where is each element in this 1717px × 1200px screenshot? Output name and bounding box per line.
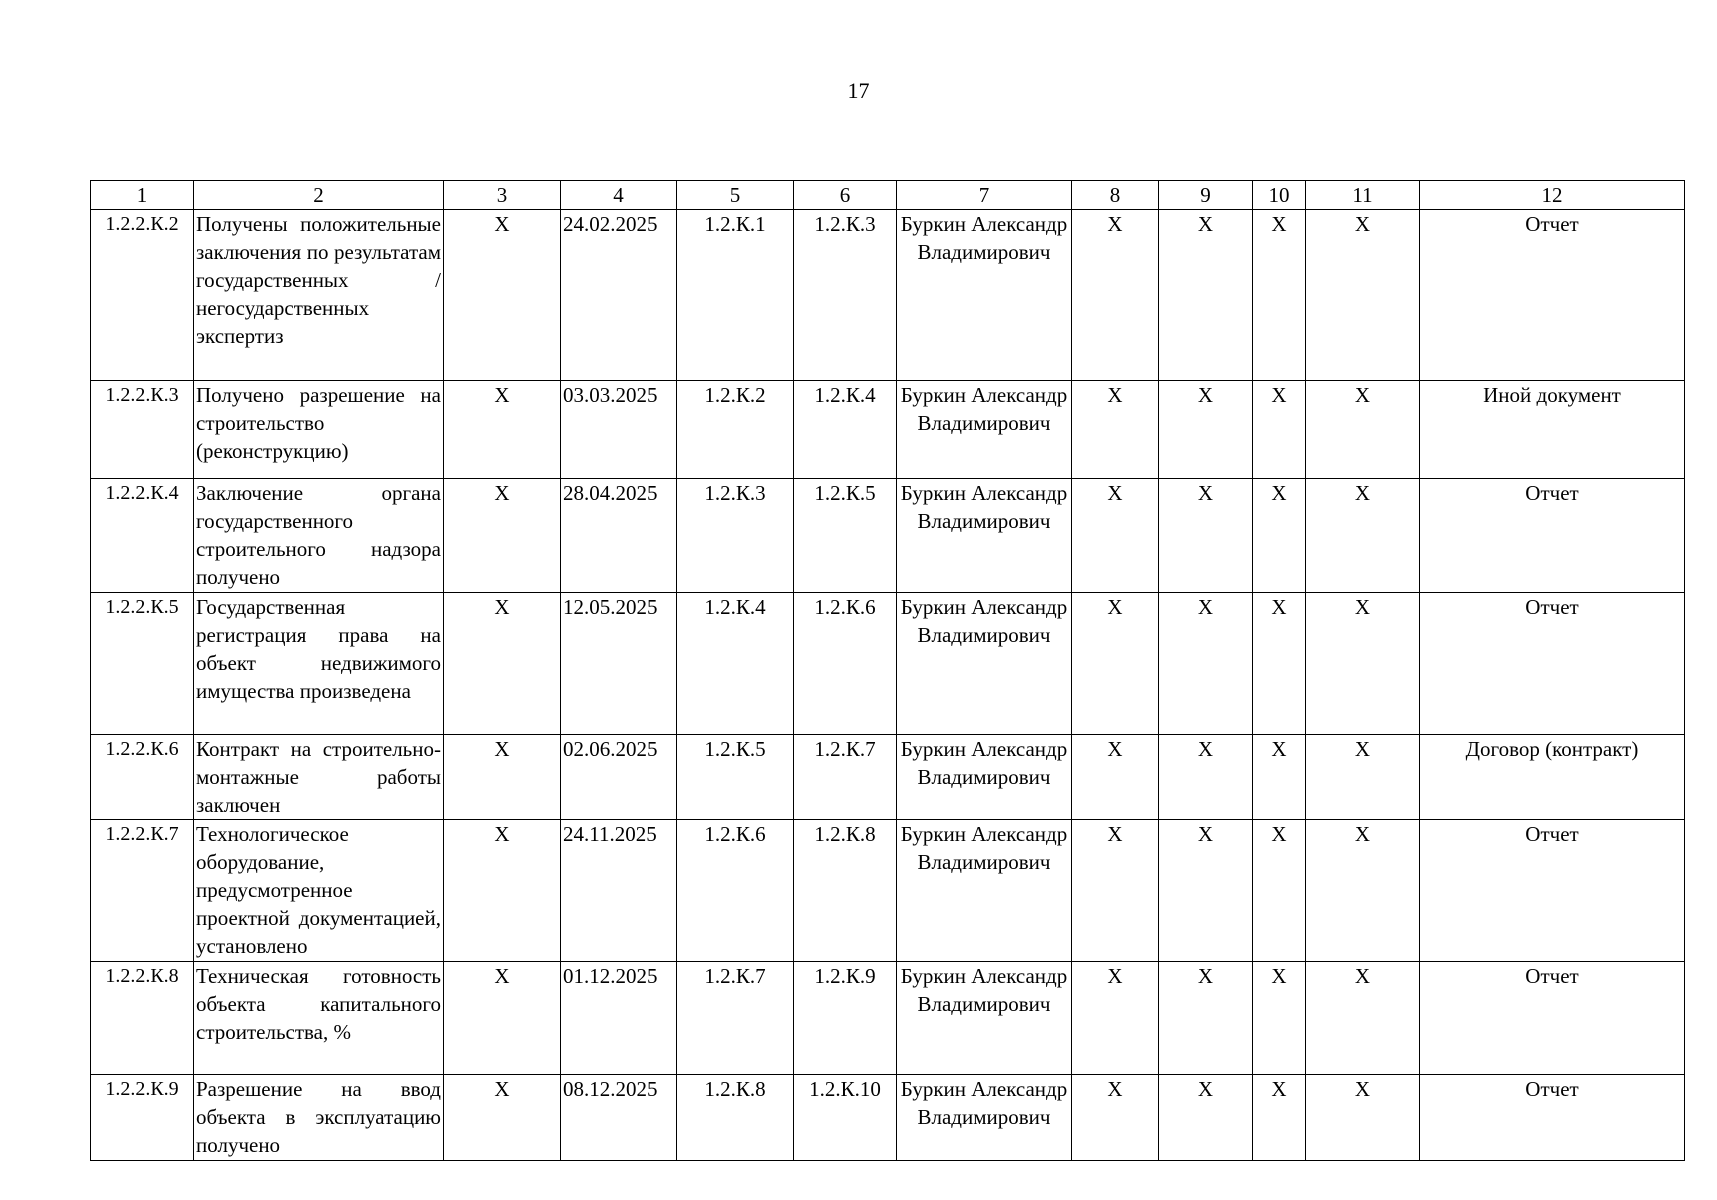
table-row xyxy=(91,210,1685,381)
cell-next: 1.2.К.6 xyxy=(794,593,897,735)
cell-name: Заключение органа государственного строительного надзора получено xyxy=(194,479,444,593)
cell-name: Техническая готовность объекта капитального строительства, % xyxy=(194,962,444,1075)
column-header: 3 xyxy=(444,181,561,210)
cell-col3: Х xyxy=(444,1075,561,1161)
table-row xyxy=(91,962,1685,1075)
cell-prev: 1.2.К.2 xyxy=(677,381,794,479)
cell-col9: Х xyxy=(1159,210,1253,381)
cell-col11: Х xyxy=(1306,479,1420,593)
cell-prev: 1.2.К.3 xyxy=(677,479,794,593)
cell-col3: Х xyxy=(444,381,561,479)
cell-next: 1.2.К.7 xyxy=(794,735,897,820)
cell-col3: Х xyxy=(444,479,561,593)
cell-col3: Х xyxy=(444,820,561,962)
table-body xyxy=(91,210,1685,1161)
cell-prev: 1.2.К.1 xyxy=(677,210,794,381)
table-row xyxy=(91,735,1685,820)
cell-document: Отчет xyxy=(1420,962,1685,1075)
cell-responsible: Буркин Александр Владимирович xyxy=(897,593,1072,735)
cell-col8: Х xyxy=(1072,593,1159,735)
cell-name: Получено разрешение на строительство (реконструкцию) xyxy=(194,381,444,479)
cell-prev: 1.2.К.4 xyxy=(677,593,794,735)
cell-col8: Х xyxy=(1072,820,1159,962)
column-header: 12 xyxy=(1420,181,1685,210)
table-row xyxy=(91,1075,1685,1161)
cell-col9: Х xyxy=(1159,593,1253,735)
table-row xyxy=(91,593,1685,735)
cell-col10: Х xyxy=(1253,479,1306,593)
column-header: 7 xyxy=(897,181,1072,210)
column-header: 6 xyxy=(794,181,897,210)
cell-date: 24.02.2025 xyxy=(561,210,677,381)
cell-date: 01.12.2025 xyxy=(561,962,677,1075)
cell-col9: Х xyxy=(1159,381,1253,479)
column-header: 8 xyxy=(1072,181,1159,210)
cell-code: 1.2.2.К.5 xyxy=(91,593,194,735)
cell-col8: Х xyxy=(1072,210,1159,381)
cell-next: 1.2.К.9 xyxy=(794,962,897,1075)
cell-code: 1.2.2.К.3 xyxy=(91,381,194,479)
cell-col8: Х xyxy=(1072,962,1159,1075)
cell-responsible: Буркин Александр Владимирович xyxy=(897,479,1072,593)
cell-col11: Х xyxy=(1306,735,1420,820)
cell-document: Договор (контракт) xyxy=(1420,735,1685,820)
cell-col3: Х xyxy=(444,593,561,735)
cell-col10: Х xyxy=(1253,820,1306,962)
table-row xyxy=(91,381,1685,479)
cell-date: 08.12.2025 xyxy=(561,1075,677,1161)
cell-col3: Х xyxy=(444,962,561,1075)
cell-col8: Х xyxy=(1072,735,1159,820)
cell-date: 03.03.2025 xyxy=(561,381,677,479)
cell-col11: Х xyxy=(1306,820,1420,962)
cell-col11: Х xyxy=(1306,1075,1420,1161)
cell-next: 1.2.К.10 xyxy=(794,1075,897,1161)
cell-document: Отчет xyxy=(1420,210,1685,381)
cell-responsible: Буркин Александр Владимирович xyxy=(897,381,1072,479)
cell-responsible: Буркин Александр Владимирович xyxy=(897,962,1072,1075)
cell-date: 12.05.2025 xyxy=(561,593,677,735)
cell-next: 1.2.К.8 xyxy=(794,820,897,962)
table-row xyxy=(91,820,1685,962)
cell-col11: Х xyxy=(1306,593,1420,735)
cell-code: 1.2.2.К.7 xyxy=(91,820,194,962)
cell-col10: Х xyxy=(1253,962,1306,1075)
column-header: 5 xyxy=(677,181,794,210)
cell-col11: Х xyxy=(1306,962,1420,1075)
cell-date: 28.04.2025 xyxy=(561,479,677,593)
cell-col8: Х xyxy=(1072,479,1159,593)
column-header: 11 xyxy=(1306,181,1420,210)
cell-prev: 1.2.К.6 xyxy=(677,820,794,962)
cell-document: Отчет xyxy=(1420,820,1685,962)
cell-responsible: Буркин Александр Владимирович xyxy=(897,1075,1072,1161)
cell-code: 1.2.2.К.8 xyxy=(91,962,194,1075)
cell-document: Иной документ xyxy=(1420,381,1685,479)
cell-col9: Х xyxy=(1159,962,1253,1075)
table-row xyxy=(91,479,1685,593)
cell-next: 1.2.К.4 xyxy=(794,381,897,479)
cell-col10: Х xyxy=(1253,735,1306,820)
cell-col10: Х xyxy=(1253,1075,1306,1161)
cell-col9: Х xyxy=(1159,735,1253,820)
cell-responsible: Буркин Александр Владимирович xyxy=(897,735,1072,820)
cell-document: Отчет xyxy=(1420,1075,1685,1161)
cell-col8: Х xyxy=(1072,1075,1159,1161)
control-points-table xyxy=(90,180,1685,1161)
cell-document: Отчет xyxy=(1420,593,1685,735)
cell-name: Технологическое оборудование, предусмотренное проектной документацией, установлено xyxy=(194,820,444,962)
table-header xyxy=(91,181,1685,210)
cell-col10: Х xyxy=(1253,210,1306,381)
cell-date: 24.11.2025 xyxy=(561,820,677,962)
cell-date: 02.06.2025 xyxy=(561,735,677,820)
cell-prev: 1.2.К.8 xyxy=(677,1075,794,1161)
cell-prev: 1.2.К.7 xyxy=(677,962,794,1075)
cell-col10: Х xyxy=(1253,381,1306,479)
column-header: 2 xyxy=(194,181,444,210)
cell-name: Контракт на строительно-монтажные работы заключен xyxy=(194,735,444,820)
cell-col3: Х xyxy=(444,735,561,820)
cell-col8: Х xyxy=(1072,381,1159,479)
cell-col10: Х xyxy=(1253,593,1306,735)
cell-document: Отчет xyxy=(1420,479,1685,593)
cell-code: 1.2.2.К.6 xyxy=(91,735,194,820)
column-header: 9 xyxy=(1159,181,1253,210)
cell-responsible: Буркин Александр Владимирович xyxy=(897,210,1072,381)
cell-code: 1.2.2.К.9 xyxy=(91,1075,194,1161)
cell-responsible: Буркин Александр Владимирович xyxy=(897,820,1072,962)
cell-col9: Х xyxy=(1159,1075,1253,1161)
cell-col11: Х xyxy=(1306,210,1420,381)
cell-name: Разрешение на ввод объекта в эксплуатацию получено xyxy=(194,1075,444,1161)
column-header: 4 xyxy=(561,181,677,210)
cell-code: 1.2.2.К.2 xyxy=(91,210,194,381)
cell-col9: Х xyxy=(1159,479,1253,593)
cell-col3: Х xyxy=(444,210,561,381)
page-number: 17 xyxy=(847,78,870,103)
cell-col11: Х xyxy=(1306,381,1420,479)
column-header: 1 xyxy=(91,181,194,210)
cell-next: 1.2.К.3 xyxy=(794,210,897,381)
column-header: 10 xyxy=(1253,181,1306,210)
cell-col9: Х xyxy=(1159,820,1253,962)
cell-next: 1.2.К.5 xyxy=(794,479,897,593)
cell-name: Государственная регистрация права на объект недвижимого имущества произведена xyxy=(194,593,444,735)
cell-name: Получены положительные заключения по результатам государственных / негосударственных экспертиз xyxy=(194,210,444,381)
header-row xyxy=(91,181,1685,210)
cell-prev: 1.2.К.5 xyxy=(677,735,794,820)
cell-code: 1.2.2.К.4 xyxy=(91,479,194,593)
